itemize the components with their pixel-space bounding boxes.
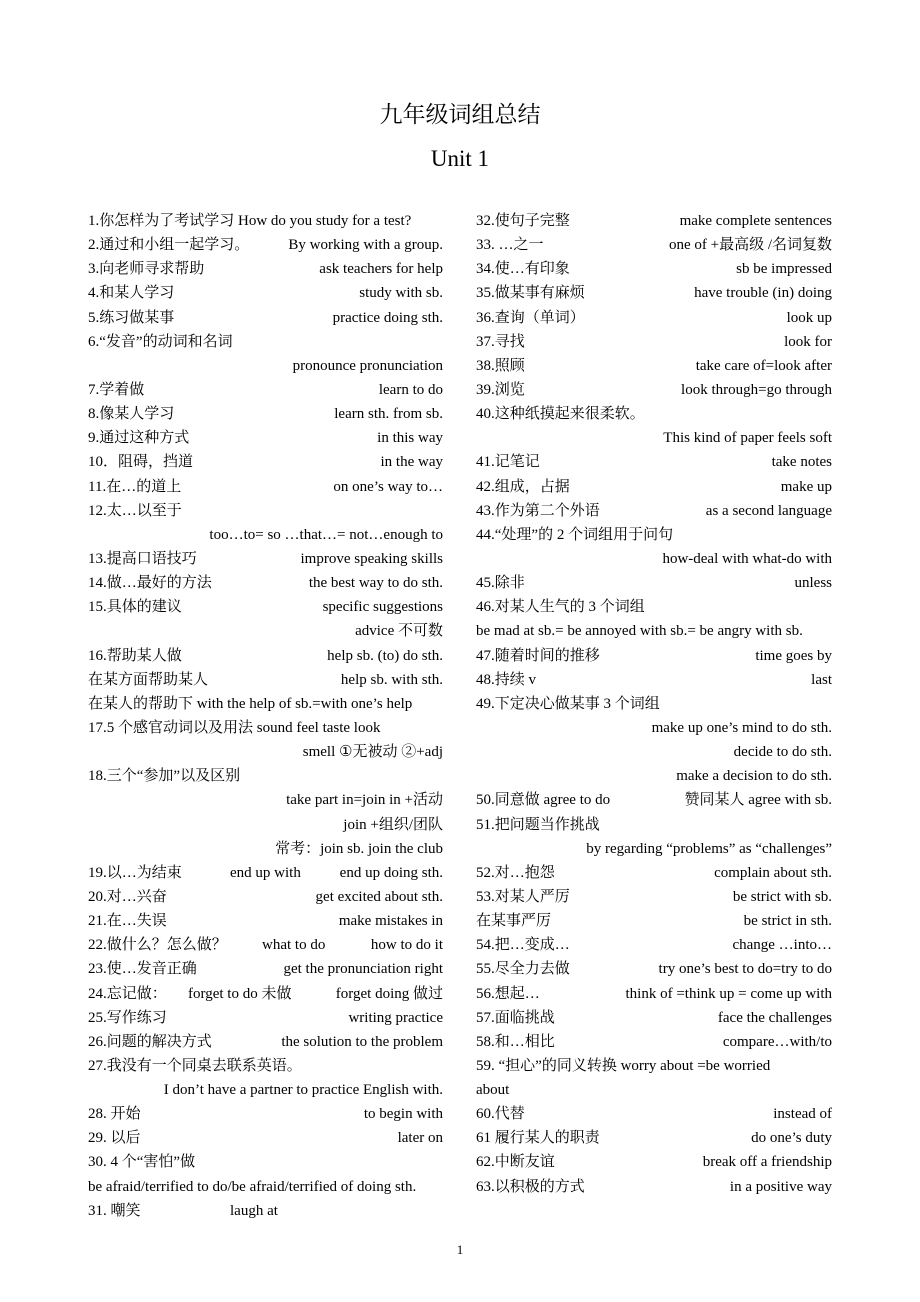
vocab-line	[476, 1030, 832, 1054]
english-phrase: in the way	[380, 454, 443, 471]
english-phrase: make a decision to do sth.	[676, 768, 832, 785]
english-phrase: face the challenges	[717, 1009, 832, 1026]
english-phrase: study with sb.	[359, 285, 443, 302]
chinese-term: 39.浏览	[476, 381, 525, 398]
vocab-line	[88, 740, 443, 764]
english-phrase: specific suggestions	[322, 599, 443, 616]
english-phrase: look up	[786, 309, 832, 326]
vocab-line	[476, 571, 832, 595]
vocab-line	[476, 402, 832, 426]
english-phrase: break off a friendship	[702, 1154, 832, 1171]
english-phrase: on one’s way to…	[333, 478, 443, 495]
english-phrase: the best way to do sth.	[308, 575, 443, 592]
chinese-term: 9.通过这种方式	[88, 430, 190, 447]
vocab-line	[88, 547, 443, 571]
english-phrase: look through=go through	[681, 381, 832, 398]
chinese-term: 41.记笔记	[476, 454, 540, 471]
chinese-term: 53.对某人严厉	[476, 888, 570, 905]
vocab-line	[88, 1102, 443, 1126]
chinese-term: 21.在…失误	[88, 913, 167, 930]
vocab-line	[88, 716, 443, 740]
english-phrase: be strict in sth.	[743, 913, 832, 930]
vocab-line	[476, 209, 832, 233]
vocab-line	[88, 402, 443, 426]
chinese-term: 43.作为第二个外语	[476, 502, 600, 519]
vocab-line	[476, 1150, 832, 1174]
chinese-term: 38.照顾	[476, 357, 525, 374]
chinese-term: 35.做某事有麻烦	[476, 285, 585, 302]
chinese-term: 25.写作练习	[88, 1009, 167, 1026]
chinese-term: 5.练习做某事	[88, 309, 175, 326]
english-phrase: compare…with/to	[722, 1033, 832, 1050]
vocab-line	[88, 982, 443, 1006]
chinese-term: 4.和某人学习	[88, 285, 175, 302]
english-phrase: make mistakes in	[338, 913, 443, 930]
chinese-term: 31. 嘲笑	[88, 1202, 141, 1219]
vocab-line	[476, 668, 832, 692]
vocab-line	[88, 1126, 443, 1150]
vocab-line	[88, 209, 443, 233]
english-phrase: get excited about sth.	[315, 888, 443, 905]
vocab-line	[88, 499, 443, 523]
page-title: 九年级词组总结	[379, 102, 541, 128]
chinese-term: 15.具体的建议	[88, 599, 182, 616]
vocab-line	[88, 1175, 443, 1199]
chinese-term: 63.以积极的方式	[476, 1178, 585, 1195]
chinese-term: 34.使…有印象	[476, 261, 570, 278]
vocab-line	[476, 1006, 832, 1030]
chinese-term: 2.通过和小组一起学习。	[88, 237, 250, 254]
english-phrase: By working with a group.	[288, 237, 443, 254]
english-phrase: as a second language	[705, 502, 832, 519]
chinese-term: 11.在…的道上	[88, 478, 182, 495]
english-phrase: learn to do	[378, 381, 443, 398]
chinese-term: 36.查询（单词）	[476, 309, 585, 326]
english-phrase: improve speaking skills	[300, 550, 443, 567]
vocab-line	[476, 330, 832, 354]
vocab-line	[476, 354, 832, 378]
vocab-line	[88, 1006, 443, 1030]
english-phrase: help sb. with sth.	[340, 671, 443, 688]
full-text: 在某人的帮助下 with the help of sb.=with one’s help	[88, 695, 413, 712]
vocab-line	[88, 861, 443, 885]
full-text: 30. 4 个“害怕”做	[88, 1154, 196, 1171]
chinese-term: 14.做…最好的方法	[88, 575, 212, 592]
chinese-term: 32.使句子完整	[476, 213, 570, 229]
vocab-line	[88, 668, 443, 692]
english-phrase: one of +最高级 /名词复数	[668, 237, 832, 254]
vocab-line	[476, 378, 832, 402]
chinese-term: 55.尽全力去做	[476, 961, 570, 978]
english-phrase: how to do it	[370, 937, 443, 954]
english-phrase: get the pronunciation right	[283, 961, 443, 978]
vocab-line	[88, 1150, 443, 1174]
english-phrase: make complete sentences	[679, 213, 832, 229]
chinese-term: 8.像某人学习	[88, 406, 175, 423]
full-text: about	[476, 1082, 510, 1099]
vocab-line	[88, 788, 443, 812]
vocab-line	[476, 764, 832, 788]
chinese-term: 58.和…相比	[476, 1033, 555, 1050]
english-phrase: last	[811, 671, 832, 688]
full-text: 46.对某人生气的 3 个词组	[476, 599, 645, 616]
chinese-term: 26.问题的解决方式	[88, 1033, 212, 1050]
unit-heading: Unit 1	[430, 146, 490, 171]
vocab-line	[88, 619, 443, 643]
english-phrase: take care of=look after	[695, 357, 832, 374]
vocab-line	[476, 233, 832, 257]
chinese-term: 在某方面帮助某人	[88, 671, 209, 688]
english-phrase: the solution to the problem	[281, 1033, 443, 1050]
chinese-term: 56.想起…	[476, 985, 540, 1002]
full-text: 12.太…以至于	[88, 502, 182, 519]
vocab-line	[88, 426, 443, 450]
vocab-line	[88, 885, 443, 909]
vocab-line	[476, 1102, 832, 1126]
middle-phrase: end up with	[230, 864, 301, 881]
english-phrase: take part in=join in +活动	[286, 792, 443, 809]
english-phrase: help sb. (to) do sth.	[327, 647, 443, 664]
english-phrase: 常考：join sb. join the club	[275, 840, 443, 857]
vocab-line	[476, 740, 832, 764]
vocab-line	[476, 982, 832, 1006]
left-column	[88, 209, 443, 1223]
vocab-line	[476, 619, 832, 643]
vocab-line	[88, 281, 443, 305]
vocab-line	[88, 306, 443, 330]
vocab-line	[88, 644, 443, 668]
english-phrase: join +组织/团队	[343, 816, 443, 833]
middle-phrase: forget to do 未做	[188, 985, 292, 1002]
chinese-term: 57.面临挑战	[476, 1009, 555, 1026]
chinese-term: 28. 开始	[88, 1106, 141, 1123]
vocab-line	[476, 885, 832, 909]
english-phrase: think of =think up = come up with	[625, 985, 832, 1002]
english-phrase: I don’t have a partner to practice English with.	[163, 1082, 443, 1099]
full-text: 44.“处理”的 2 个词组用于问句	[476, 526, 674, 543]
english-phrase: make up one’s mind to do sth.	[651, 719, 832, 736]
full-text: 27.我没有一个同桌去联系英语。	[88, 1057, 302, 1074]
full-text: 18.三个“参加”以及区别	[88, 768, 241, 785]
vocab-line	[88, 257, 443, 281]
vocab-line	[476, 450, 832, 474]
vocab-line	[476, 788, 832, 812]
vocab-line	[88, 354, 443, 378]
chinese-term: 29. 以后	[88, 1130, 141, 1147]
vocab-line	[88, 595, 443, 619]
chinese-term: 62.中断友谊	[476, 1154, 555, 1171]
vocab-line	[88, 813, 443, 837]
vocab-line	[476, 257, 832, 281]
english-phrase: forget doing 做过	[335, 985, 443, 1002]
vocab-line	[88, 837, 443, 861]
vocab-line	[476, 933, 832, 957]
vocab-line	[476, 1054, 832, 1078]
vocab-line	[88, 523, 443, 547]
english-phrase: decide to do sth.	[733, 744, 832, 761]
chinese-term: 在某事严厉	[476, 913, 552, 930]
vocab-line	[476, 523, 832, 547]
vocab-line	[476, 837, 832, 861]
chinese-term: 33. …之一	[476, 237, 544, 254]
chinese-term: 16.帮助某人做	[88, 647, 182, 664]
english-phrase: make up	[780, 478, 832, 495]
english-phrase: 赞同某人 agree with sb.	[684, 792, 832, 809]
vocab-line	[88, 378, 443, 402]
english-phrase: change …into…	[732, 937, 832, 954]
full-text: be mad at sb.= be annoyed with sb.= be angry with sb.	[476, 623, 803, 640]
chinese-term: 45.除非	[476, 575, 525, 592]
vocab-line	[476, 499, 832, 523]
page-number: 1	[456, 1242, 464, 1257]
chinese-term: 60.代替	[476, 1106, 525, 1123]
chinese-term: 3.向老师寻求帮助	[88, 261, 205, 278]
vocab-line	[88, 1054, 443, 1078]
vocab-line	[476, 813, 832, 837]
full-text: 6.“发音”的动词和名词	[88, 333, 233, 350]
english-phrase: in a positive way	[729, 1178, 832, 1195]
english-phrase: time goes by	[755, 647, 832, 664]
chinese-term: 47.随着时间的推移	[476, 647, 600, 664]
english-phrase: smell ①无被动 ②+adj	[302, 744, 443, 761]
vocab-line	[476, 281, 832, 305]
english-phrase: be strict with sb.	[732, 888, 832, 905]
chinese-term: 13.提高口语技巧	[88, 550, 197, 567]
vocab-line	[88, 233, 443, 257]
english-phrase: ask teachers for help	[319, 261, 443, 278]
vocab-line	[476, 1126, 832, 1150]
full-text: 1.你怎样为了考试学习 How do you study for a test?	[88, 213, 412, 229]
vocab-line	[88, 957, 443, 981]
english-phrase: do one’s duty	[751, 1130, 832, 1147]
english-phrase: too…to= so …that…= not…enough to	[209, 526, 443, 543]
full-text: 40.这种纸摸起来很柔软。	[476, 406, 645, 423]
chinese-term: 54.把…变成…	[476, 937, 570, 954]
english-phrase: end up doing sth.	[339, 864, 443, 881]
vocab-line	[476, 692, 832, 716]
english-phrase: instead of	[773, 1106, 832, 1123]
vocab-line	[88, 764, 443, 788]
vocab-line	[88, 475, 443, 499]
chinese-term: 10．阻碍，挡道	[88, 454, 194, 471]
chinese-term: 23.使…发音正确	[88, 961, 197, 978]
vocab-line	[88, 1199, 443, 1223]
english-phrase: in this way	[377, 430, 443, 447]
vocab-line	[476, 475, 832, 499]
vocab-line	[88, 909, 443, 933]
vocab-line	[476, 306, 832, 330]
middle-phrase: what to do	[262, 937, 326, 954]
full-text: 59. “担心”的同义转换 worry about =be worried	[476, 1057, 771, 1074]
vocab-line	[476, 861, 832, 885]
chinese-term: 48.持续 v	[476, 671, 537, 688]
english-phrase: pronounce pronunciation	[292, 357, 443, 374]
english-phrase: take notes	[771, 454, 832, 471]
english-phrase: by regarding “problems” as “challenges”	[586, 840, 832, 857]
vocab-line	[476, 595, 832, 619]
english-phrase: advice 不可数	[355, 623, 443, 640]
english-phrase: how-deal with what-do with	[662, 550, 832, 567]
chinese-term: 42.组成，占据	[476, 478, 570, 495]
english-phrase: have trouble (in) doing	[694, 285, 832, 302]
vocab-line	[88, 933, 443, 957]
english-phrase: writing practice	[348, 1009, 443, 1026]
vocab-line	[88, 692, 443, 716]
chinese-term: 37.寻找	[476, 333, 525, 350]
english-phrase: later on	[397, 1130, 443, 1147]
chinese-term: 20.对…兴奋	[88, 888, 167, 905]
middle-phrase: laugh at	[230, 1202, 278, 1219]
vocab-line	[476, 1175, 832, 1199]
vocab-line	[476, 644, 832, 668]
chinese-term: 24.忘记做：	[88, 985, 167, 1002]
full-text: 49.下定决心做某事 3 个词组	[476, 695, 660, 712]
english-phrase: learn sth. from sb.	[334, 406, 443, 423]
full-text: 17.5 个感官动词以及用法 sound feel taste look	[88, 719, 381, 736]
vocab-line	[476, 909, 832, 933]
full-text: be afraid/terrified to do/be afraid/terrified of doing sth.	[88, 1178, 417, 1195]
vocab-line	[476, 547, 832, 571]
english-phrase: look for	[784, 333, 832, 350]
right-column	[476, 209, 832, 1199]
vocab-line	[88, 330, 443, 354]
vocab-line	[476, 1078, 832, 1102]
vocab-line	[476, 716, 832, 740]
chinese-term: 52.对…抱怨	[476, 864, 555, 881]
vocab-line	[88, 1078, 443, 1102]
english-phrase: to begin with	[363, 1106, 443, 1123]
chinese-term: 61 履行某人的职责	[476, 1130, 600, 1147]
chinese-term: 19.以…为结束	[88, 864, 182, 881]
english-phrase: complain about sth.	[714, 864, 832, 881]
english-phrase: unless	[794, 575, 832, 592]
vocab-line	[476, 426, 832, 450]
chinese-term: 7.学着做	[88, 381, 145, 398]
english-phrase: sb be impressed	[736, 261, 832, 278]
english-phrase: This kind of paper feels soft	[663, 430, 832, 447]
english-phrase: practice doing sth.	[332, 309, 443, 326]
vocab-line	[88, 450, 443, 474]
vocab-line	[476, 957, 832, 981]
vocab-line	[88, 571, 443, 595]
chinese-term: 50.同意做 agree to do	[476, 792, 611, 809]
full-text: 51.把问题当作挑战	[476, 816, 600, 833]
english-phrase: try one’s best to do=try to do	[658, 961, 832, 978]
chinese-term: 22.做什么？怎么做？	[88, 937, 227, 954]
vocab-line	[88, 1030, 443, 1054]
